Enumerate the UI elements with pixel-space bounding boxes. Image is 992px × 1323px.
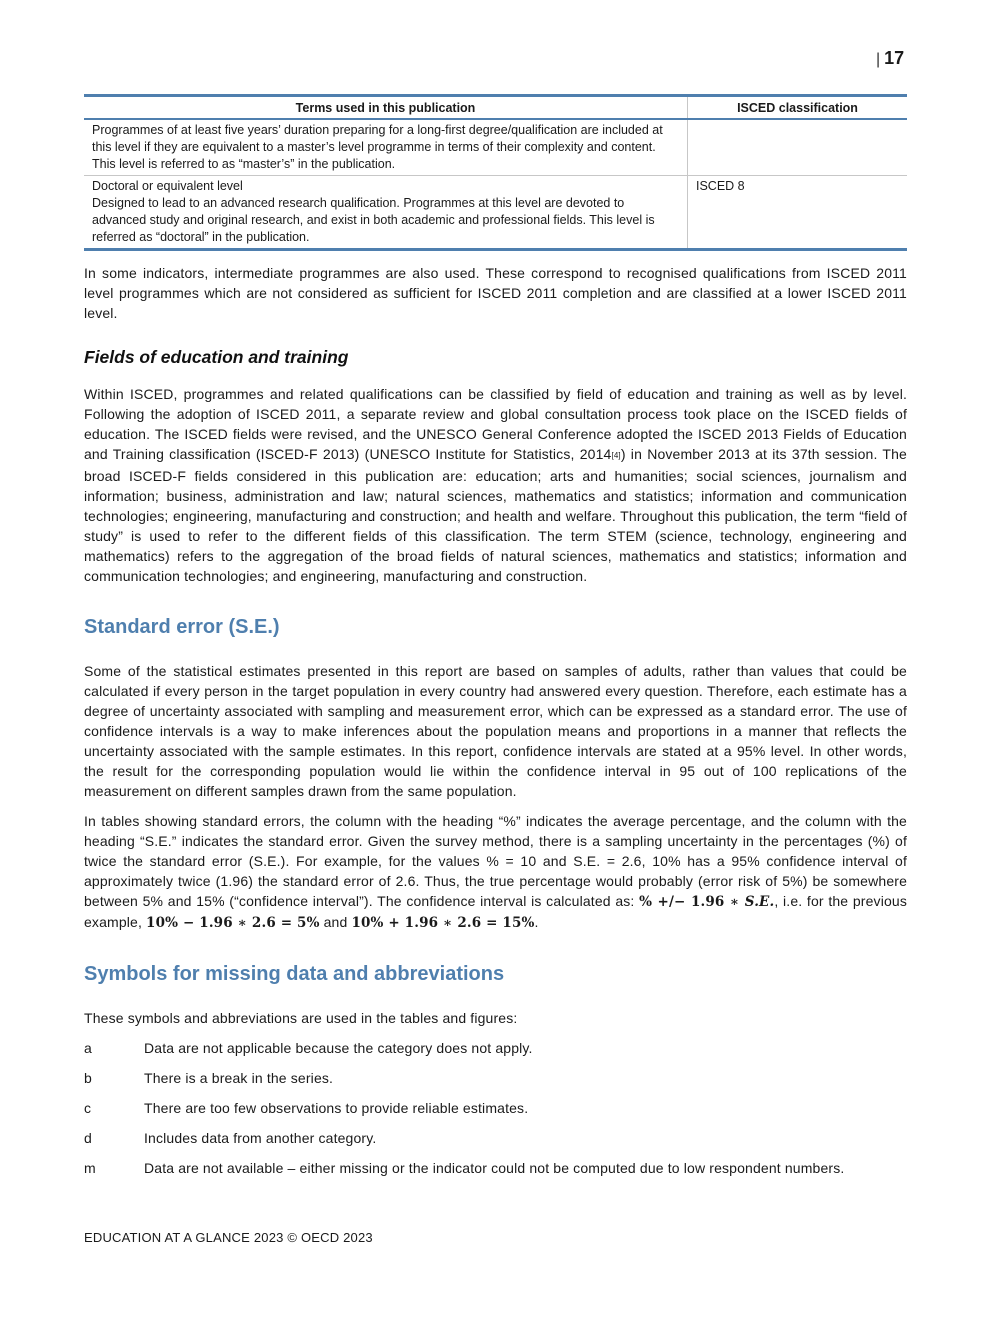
symbols-heading: Symbols for missing data and abbreviations (84, 963, 505, 985)
symbol-key: c (84, 1100, 92, 1116)
ie-text: i.e. for the previous example, (84, 893, 907, 930)
se-text: In tables showing standard errors, the column with the heading “%” indicates the average percentage, and the column with the heading “S.E.” indicates the standard error. Given the survey method, there is a sampling uncertainty in the percentages (%) of twice the standard error (S.E.). For example, for the values % = 10 and S.E. = 2.6, 10% has a 95% confidence interval of approximately twice (1.96) the standard error of 2.6. Thus, the true percentage would probably (error risk of 5%) be somewhere between 5% and 15% (“confidence interval”). The confidence interval is calculated as: (84, 813, 907, 909)
list-item (84, 1068, 907, 1088)
page-number-value: 17 (884, 48, 905, 68)
table-row (84, 119, 907, 176)
formula-example-upper: 10% + 1.96 ∗ 2.6 = 15% (351, 915, 535, 931)
page-number-separator: | (876, 51, 881, 68)
end-period: . (534, 914, 539, 930)
table-header-row (84, 96, 907, 120)
table-header-isced: ISCED classification (688, 96, 908, 120)
standard-error-paragraph-2 (84, 811, 907, 933)
formula-example-lower: 10% − 1.96 ∗ 2.6 = 5% (146, 915, 320, 931)
symbol-description: Data are not available – either missing or the indicator could not be computed due to low respondent numbers. (144, 1160, 845, 1176)
page-footer: EDUCATION AT A GLANCE 2023 © OECD 2023 (84, 1230, 373, 1245)
isced-terms-table (84, 94, 907, 251)
symbol-description: There are too few observations to provide reliable estimates. (144, 1100, 529, 1116)
table-header-terms: Terms used in this publication (84, 96, 688, 120)
list-item (84, 1038, 907, 1058)
fields-text-part2: ) in November 2013 at its 37th session. The broad ISCED-F fields considered in this publication are: education; arts and humanities; social sciences, journalism and information; business, administration and law; natural sciences, mathematics and statistics; information and communication technologies; engineering, manufacturing and construction; and health and welfare. Throughout this publication, the term “field of study” is used to refer to the different fields of this classification. The term STEM (science, technology, engineering and mathematics) refers to the aggregation of the broad fields of natural sciences, mathematics and statistics; information and communication technologies; and engineering, manufacturing and construction. (84, 446, 907, 584)
symbol-key: b (84, 1070, 92, 1086)
page-content (84, 94, 907, 1188)
list-item (84, 1128, 907, 1148)
list-item (84, 1098, 907, 1118)
symbol-key: m (84, 1160, 96, 1176)
fields-paragraph (84, 384, 907, 586)
table-row (84, 176, 907, 250)
standard-error-heading: Standard error (S.E.) (84, 616, 280, 638)
formula-se: S.E. (744, 894, 775, 910)
fields-text-part1: Within ISCED, programmes and related qualifications can be classified by field of education and training as well as by level. Following the adoption of ISCED 2011, a separate review and global consultation process took place on the ISCED fields of education. The ISCED fields were revised, and the UNESCO General Conference adopted the ISCED 2013 Fields of Education and Training classification (ISCED-F 2013) (UNESCO Institute for Statistics, 2014 (84, 386, 907, 462)
intermediate-programmes-paragraph: In some indicators, intermediate programmes are also used. These correspond to recognised qualifications from ISCED 2011 level programmes which are not considered as sufficient for ISCED 2011 completion and are classified at a lower ISCED 2011 level. (84, 265, 907, 321)
page-number (876, 48, 904, 69)
symbol-key: d (84, 1130, 92, 1146)
table-cell-isced (688, 119, 908, 176)
standard-error-paragraph-1: Some of the statistical estimates presented in this report are based on samples of adults, rather than values that could be calculated if every person in the target population in every country had answered every question. Therefore, each estimate has a degree of uncertainty associated with sampling and measurement error, which can be expressed as a standard error. The use of confidence intervals is a way to make inferences about the population means and proportions in a manner that reflects the uncertainty associated with the sample estimates. In this report, confidence intervals are stated at a 95% level. In other words, the result for the corresponding population would lie within the confidence interval in 95 out of 100 replications of the measurement on different samples drawn from the same population. (84, 663, 907, 799)
symbols-list (84, 1038, 907, 1178)
symbol-description: There is a break in the series. (144, 1070, 334, 1086)
fields-heading: Fields of education and training (84, 347, 349, 367)
list-item (84, 1158, 907, 1178)
symbol-description: Includes data from another category. (144, 1130, 377, 1146)
term-title: Doctoral or equivalent level (92, 179, 243, 193)
formula-confidence-interval: % +/− 1.96 ∗ (639, 894, 745, 910)
table-cell-term (84, 119, 688, 176)
term-description: Programmes of at least five years’ duration preparing for a long-first degree/qualification are included at this level if they are equivalent to a master’s level programme in terms of their complexity and content. This level is referred to as “master’s” in the publication. (92, 123, 663, 171)
symbol-description: Data are not applicable because the category does not apply. (144, 1040, 533, 1056)
and-text: and (319, 914, 352, 930)
table-cell-term (84, 176, 688, 250)
symbols-intro: These symbols and abbreviations are used in the tables and figures: (84, 1010, 518, 1026)
citation-reference-link[interactable]: [4] (611, 451, 621, 460)
formula-comma: , (774, 893, 779, 909)
term-description: Designed to lead to an advanced research qualification. Programmes at this level are devoted to advanced study and original research, and exist in both academic and professional fields. This level is referred as “doctoral” in the publication. (92, 196, 655, 244)
symbol-key: a (84, 1040, 92, 1056)
table-cell-isced: ISCED 8 (696, 179, 745, 193)
